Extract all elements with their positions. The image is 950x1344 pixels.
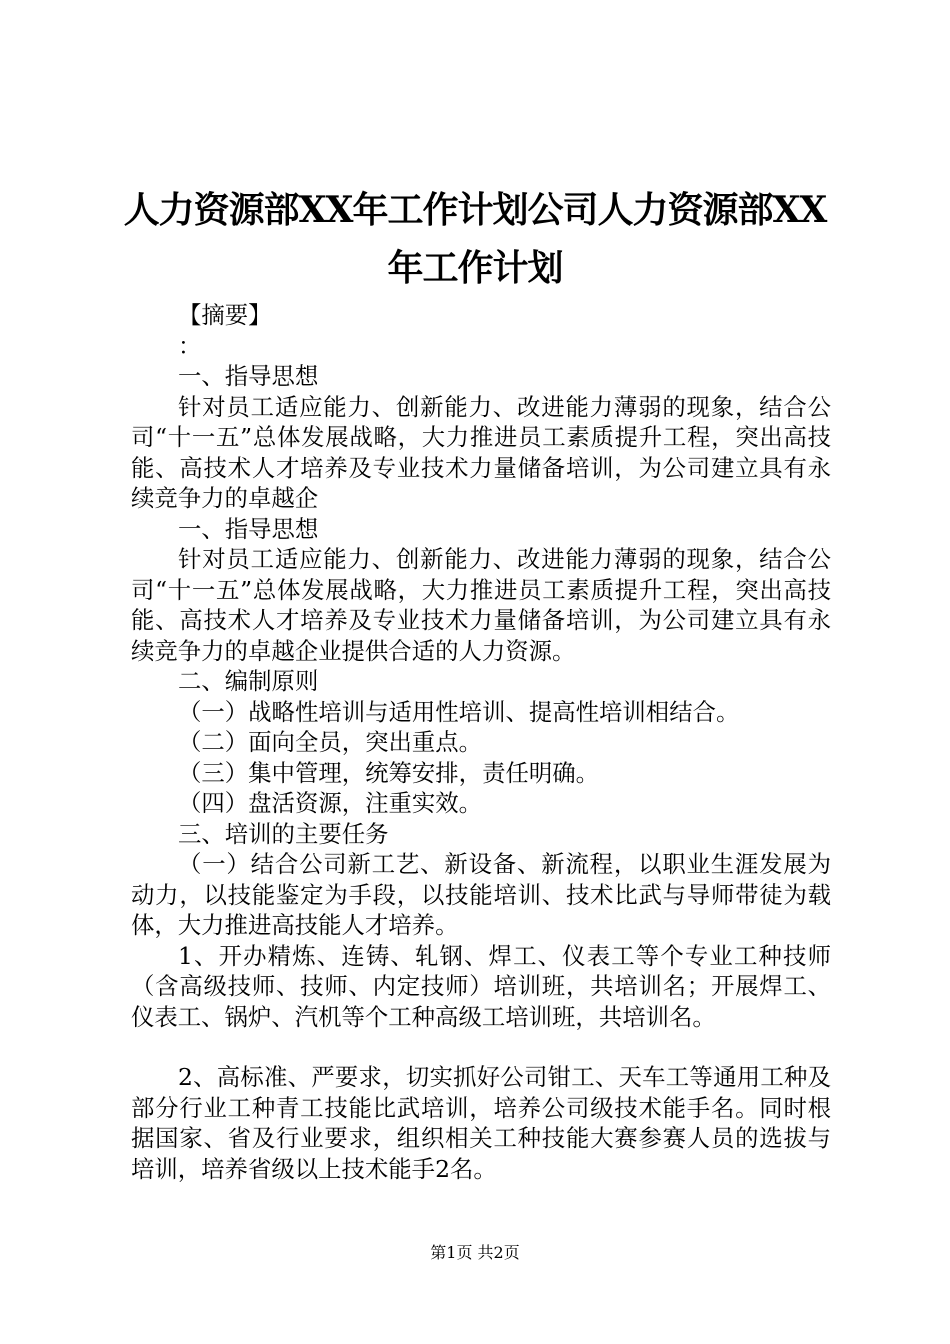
list-item: （一）战略性培训与适用性培训、提高性培训相结合。 (178, 697, 740, 726)
document-title-line-1: 人力资源部XX年工作计划公司人力资源部XX (123, 189, 827, 231)
section-heading: 二、编制原则 (178, 667, 319, 695)
body-paragraph: 针对员工适应能力、创新能力、改进能力薄弱的现象，结合公司“十一五”总体发展战略，大力推进员工素质提升工程，突出高技能、高技术人才培养及专业技术力量储备培训，为公司建立具有永续竞争力的卓越企业提供合适的人力资源。 (131, 545, 831, 665)
page-footer: 第1页 共2页 (430, 1243, 520, 1262)
abstract-colon: ： (178, 331, 202, 360)
paragraph-gap (131, 1032, 831, 1062)
section-heading: 一、指导思想 (178, 362, 319, 390)
section-heading: 一、指导思想 (178, 514, 319, 543)
body-paragraph: 针对员工适应能力、创新能力、改进能力薄弱的现象，结合公司“十一五”总体发展战略，大力推进员工素质提升工程，突出高技能、高技术人才培养及专业技术力量储备培训，为公司建立具有永续竞争力的卓越企 (131, 392, 831, 512)
body-paragraph: （一）结合公司新工艺、新设备、新流程，以职业生涯发展为动力，以技能鉴定为手段，以技能培训、技术比武与导师带徒为载体，大力推进高技能人才培养。 (131, 850, 831, 939)
body-paragraph: 1、开办精炼、连铸、轧钢、焊工、仪表工等个专业工种技师（含高级技师、技师、内定技师）培训班，共培训名；开展焊工、仪表工、锅炉、汽机等个工种高级工培训班，共培训名。 (131, 941, 831, 1031)
body-paragraph: 2、高标准、严要求，切实抓好公司钳工、天车工等通用工种及部分行业工种青工技能比武培训，培养公司级技术能手名。同时根据国家、省及行业要求，组织相关工种技能大赛参赛人员的选拔与培训，培养省级以上技术能手2名。 (131, 1063, 831, 1183)
list-item: （四）盘活资源，注重实效。 (178, 789, 483, 817)
document-body (131, 300, 831, 1184)
abstract-label: 【摘要】 (178, 301, 272, 329)
list-item: （二）面向全员，突出重点。 (178, 728, 483, 756)
list-item: （三）集中管理，统筹安排，责任明确。 (178, 758, 600, 787)
document-title-line-2: 年工作计划 (387, 247, 563, 289)
section-heading: 三、培训的主要任务 (178, 819, 389, 848)
